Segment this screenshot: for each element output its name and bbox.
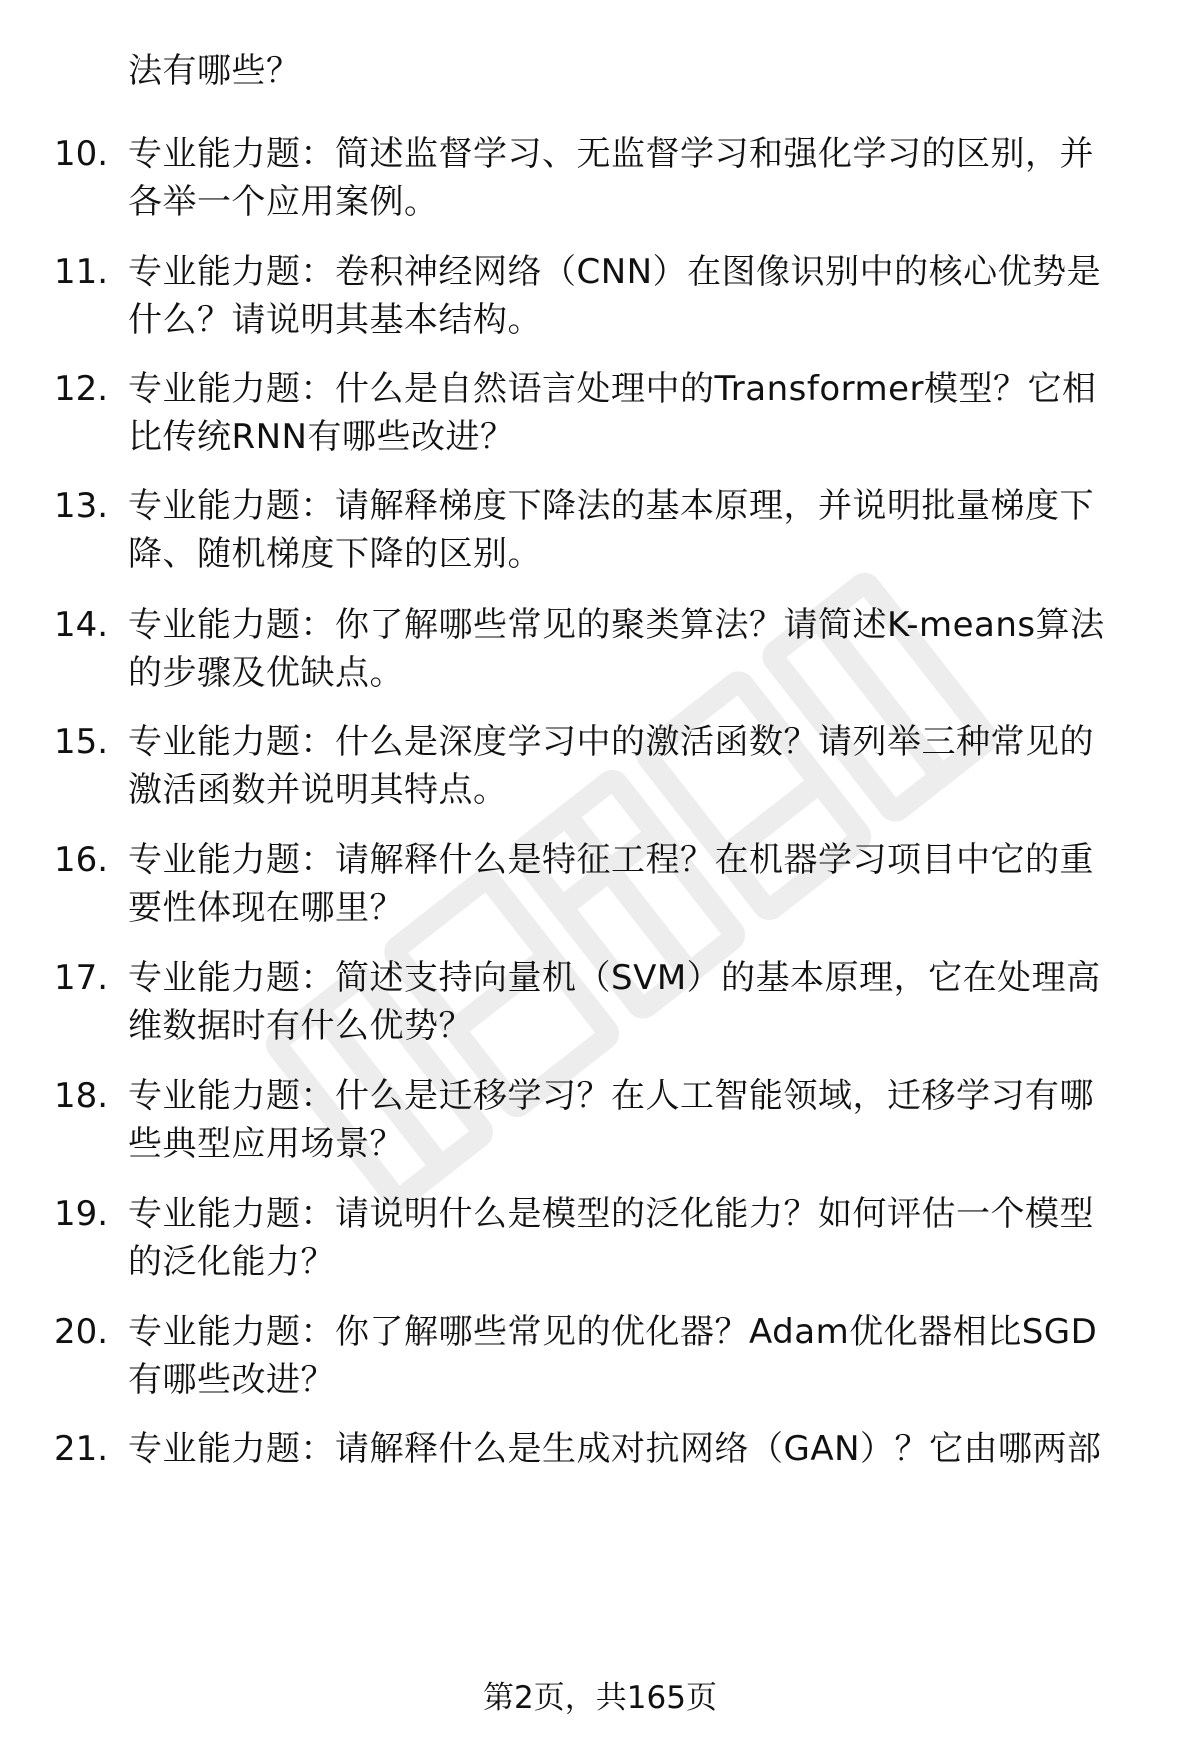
continuation-text: 法有哪些？ [128,51,301,91]
question-number: 16. [54,840,109,880]
question-text-line1: 专业能力题：请说明什么是模型的泛化能力？如何评估一个模型 [128,1194,1094,1234]
question-item [0,134,1200,237]
question-text-line2: 的泛化能力？ [128,1242,335,1282]
question-number: 13. [54,486,109,526]
question-text-line2: 激活函数并说明其特点。 [128,770,508,810]
question-item [0,605,1200,708]
question-text-line2: 的步骤及优缺点。 [128,653,404,693]
question-number: 15. [54,722,109,762]
question-text-line2: 些典型应用场景？ [128,1124,404,1164]
question-text-line2: 维数据时有什么优势？ [128,1006,473,1046]
question-text-line1: 专业能力题：简述监督学习、无监督学习和强化学习的区别，并 [128,134,1094,174]
question-number: 10. [54,134,109,174]
question-text-line1: 专业能力题：请解释梯度下降法的基本原理，并说明批量梯度下 [128,486,1094,526]
question-item [0,252,1200,355]
question-text-line2: 降、随机梯度下降的区别。 [128,534,542,574]
question-text-line1: 专业能力题：请解释什么是生成对抗网络（GAN）？它由哪两部 [128,1429,1102,1469]
question-number: 12. [54,369,109,409]
question-item [0,840,1200,943]
question-item [0,1076,1200,1179]
question-item [0,958,1200,1061]
page-footer: 第2页，共165页 [483,1680,717,1716]
question-text-line1: 专业能力题：你了解哪些常见的优化器？Adam优化器相比SGD [128,1312,1098,1352]
question-item [0,486,1200,589]
question-number: 14. [54,605,109,645]
question-text-line2: 有哪些改进？ [128,1360,335,1400]
question-text-line1: 专业能力题：卷积神经网络（CNN）在图像识别中的核心优势是 [128,252,1102,292]
question-number: 19. [54,1194,109,1234]
question-text-line1: 专业能力题：什么是深度学习中的激活函数？请列举三种常见的 [128,722,1094,762]
question-item [0,1312,1200,1415]
question-text-line1: 专业能力题：请解释什么是特征工程？在机器学习项目中它的重 [128,840,1094,880]
question-text-line2: 什么？请说明其基本结构。 [128,300,542,340]
question-text-line1: 专业能力题：什么是迁移学习？在人工智能领域，迁移学习有哪 [128,1076,1094,1116]
question-text-line1: 专业能力题：什么是自然语言处理中的Transformer模型？它相 [128,369,1097,409]
question-text-line2: 各举一个应用案例。 [128,182,439,222]
question-text-line2: 要性体现在哪里？ [128,888,404,928]
question-text-line1: 专业能力题：简述支持向量机（SVM）的基本原理，它在处理高 [128,958,1101,998]
question-number: 11. [54,252,109,292]
question-item [0,1194,1200,1297]
question-item [0,722,1200,825]
question-number: 17. [54,958,109,998]
question-number: 20. [54,1312,109,1352]
question-item [0,369,1200,472]
question-number: 18. [54,1076,109,1116]
question-text-line1: 专业能力题：你了解哪些常见的聚类算法？请简述K-means算法 [128,605,1105,645]
question-text-line2: 比传统RNN有哪些改进？ [128,417,515,457]
question-item [0,1429,1200,1532]
question-number: 21. [54,1429,109,1469]
